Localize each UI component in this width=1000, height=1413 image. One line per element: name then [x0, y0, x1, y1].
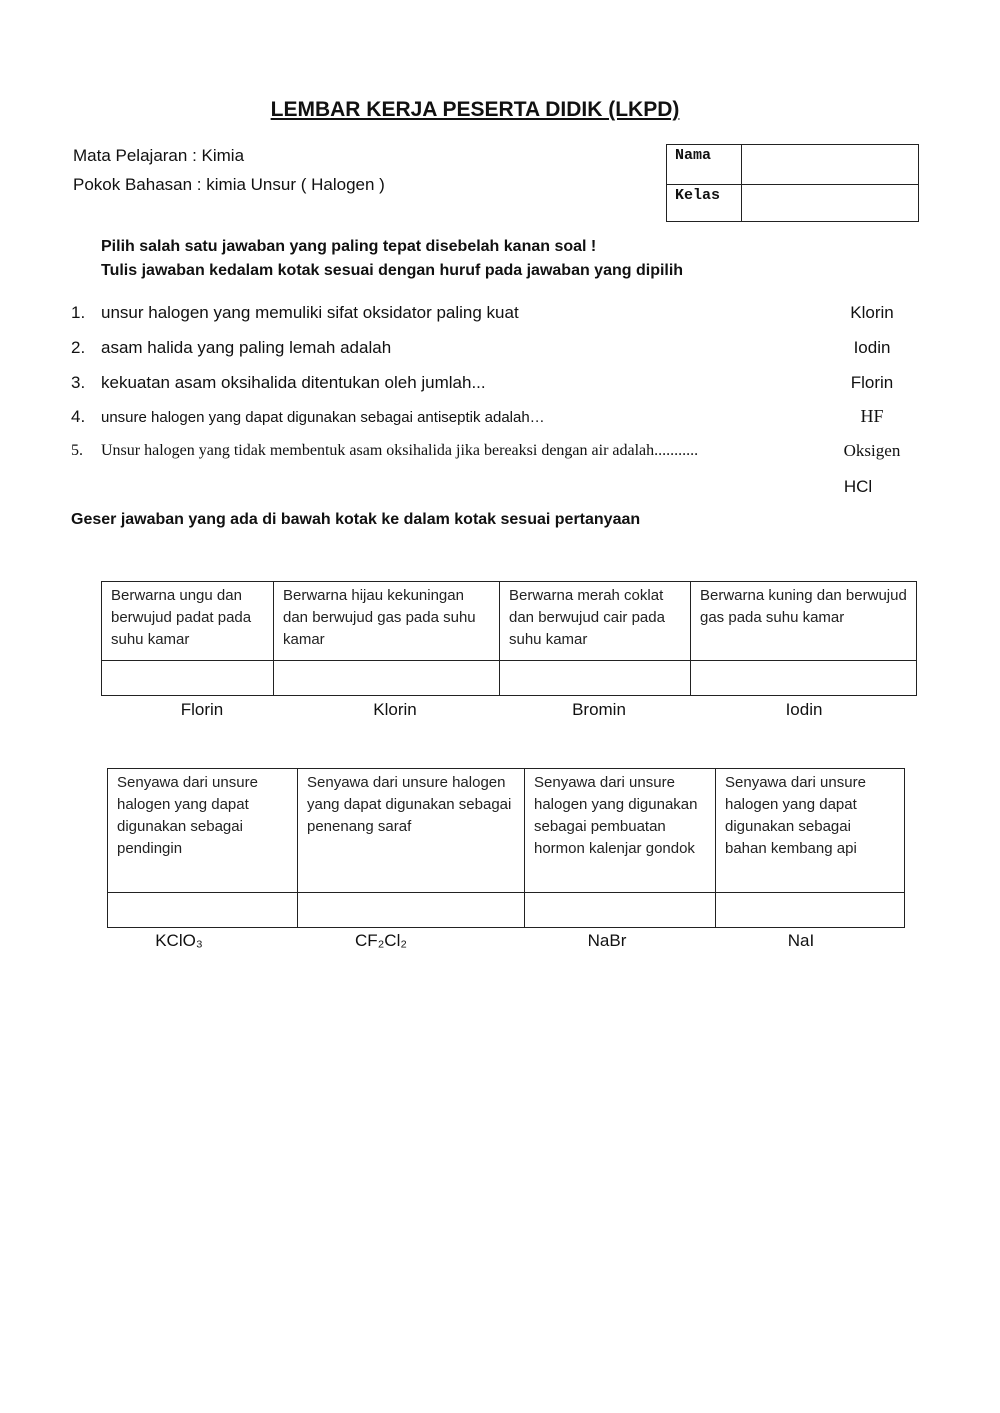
class-label: Kelas — [667, 185, 742, 222]
question-number: 1. — [71, 303, 86, 322]
prompt-cell: Berwarna kuning dan berwujud gas pada suhu kamar — [691, 582, 917, 661]
option-hcl[interactable]: HCl — [843, 477, 873, 496]
name-field[interactable] — [742, 145, 919, 185]
instruction-1: Pilih salah satu jawaban yang paling tepat disebelah kanan soal ! — [101, 238, 597, 255]
option-klorin[interactable]: Klorin — [850, 303, 894, 322]
prompt-cell: Senyawa dari unsure halogen yang dapat digunakan sebagai pendingin — [108, 769, 298, 893]
drop-box[interactable] — [691, 661, 917, 696]
drag-chip-bromin[interactable]: Bromin — [572, 700, 626, 719]
question-text: asam halida yang paling lemah adalah — [101, 338, 392, 357]
question-number: 4. — [71, 407, 86, 426]
drag-chip-florin[interactable]: Florin — [180, 700, 224, 719]
prompt-cell: Senyawa dari unsure halogen yang digunakan sebagai pembuatan hormon kalenjar gondok — [525, 769, 716, 893]
section-2-title: Geser jawaban yang ada di bawah kotak ke dalam kotak sesuai pertanyaan — [71, 511, 641, 528]
name-label: Nama — [667, 145, 742, 185]
instruction-2: Tulis jawaban kedalam kotak sesuai dengan huruf pada jawaban yang dipilih — [101, 262, 684, 279]
option-oksigen[interactable]: Oksigen — [843, 441, 901, 460]
prompt-cell: Berwarna hijau kekuningan dan berwujud gas pada suhu kamar — [274, 582, 500, 661]
drop-box[interactable] — [108, 893, 298, 928]
question-text: Unsur halogen yang tidak membentuk asam oksihalida jika bereaksi dengan air adalah........... — [101, 442, 699, 459]
option-hf[interactable]: HF — [860, 406, 884, 426]
question-number: 2. — [71, 338, 86, 357]
drag-chip-iodin[interactable]: Iodin — [785, 700, 823, 719]
question-text: unsur halogen yang memuliki sifat oksidator paling kuat — [101, 303, 519, 322]
drag-chip-kclo3[interactable]: KClO₃ — [155, 931, 203, 950]
drop-box[interactable] — [274, 661, 500, 696]
question-number: 3. — [71, 373, 86, 392]
prompt-cell: Senyawa dari unsure halogen yang dapat digunakan sebagai penenang saraf — [298, 769, 525, 893]
class-field[interactable] — [742, 185, 919, 222]
drag-chip-nai[interactable]: NaI — [787, 931, 815, 950]
prompt-cell: Berwarna ungu dan berwujud padat pada suhu kamar — [102, 582, 274, 661]
option-iodin[interactable]: Iodin — [853, 338, 891, 357]
option-florin[interactable]: Florin — [850, 373, 894, 392]
prompt-cell: Senyawa dari unsure halogen yang dapat digunakan sebagai bahan kembang api — [716, 769, 905, 893]
prompt-cell: Berwarna merah coklat dan berwujud cair pada suhu kamar — [500, 582, 691, 661]
drop-box[interactable] — [500, 661, 691, 696]
drag-chip-klorin[interactable]: Klorin — [373, 700, 417, 719]
question-number: 5. — [71, 442, 83, 459]
drop-box[interactable] — [298, 893, 525, 928]
identity-table — [666, 144, 919, 222]
drop-box[interactable] — [102, 661, 274, 696]
page-title: LEMBAR KERJA PESERTA DIDIK (LKPD) — [270, 98, 680, 121]
match-table-1 — [101, 581, 917, 696]
question-text: kekuatan asam oksihalida ditentukan oleh jumlah... — [101, 373, 486, 392]
subject-line: Mata Pelajaran : Kimia — [73, 146, 245, 165]
drag-chip-cf2cl2[interactable]: CF₂Cl₂ — [355, 931, 407, 950]
question-text: unsure halogen yang dapat digunakan sebagai antiseptik adalah… — [101, 409, 545, 426]
match-table-2 — [107, 768, 905, 928]
drop-box[interactable] — [525, 893, 716, 928]
drag-chip-nabr[interactable]: NaBr — [587, 931, 627, 950]
topic-line: Pokok Bahasan : kimia Unsur ( Halogen ) — [73, 175, 385, 194]
drop-box[interactable] — [716, 893, 905, 928]
